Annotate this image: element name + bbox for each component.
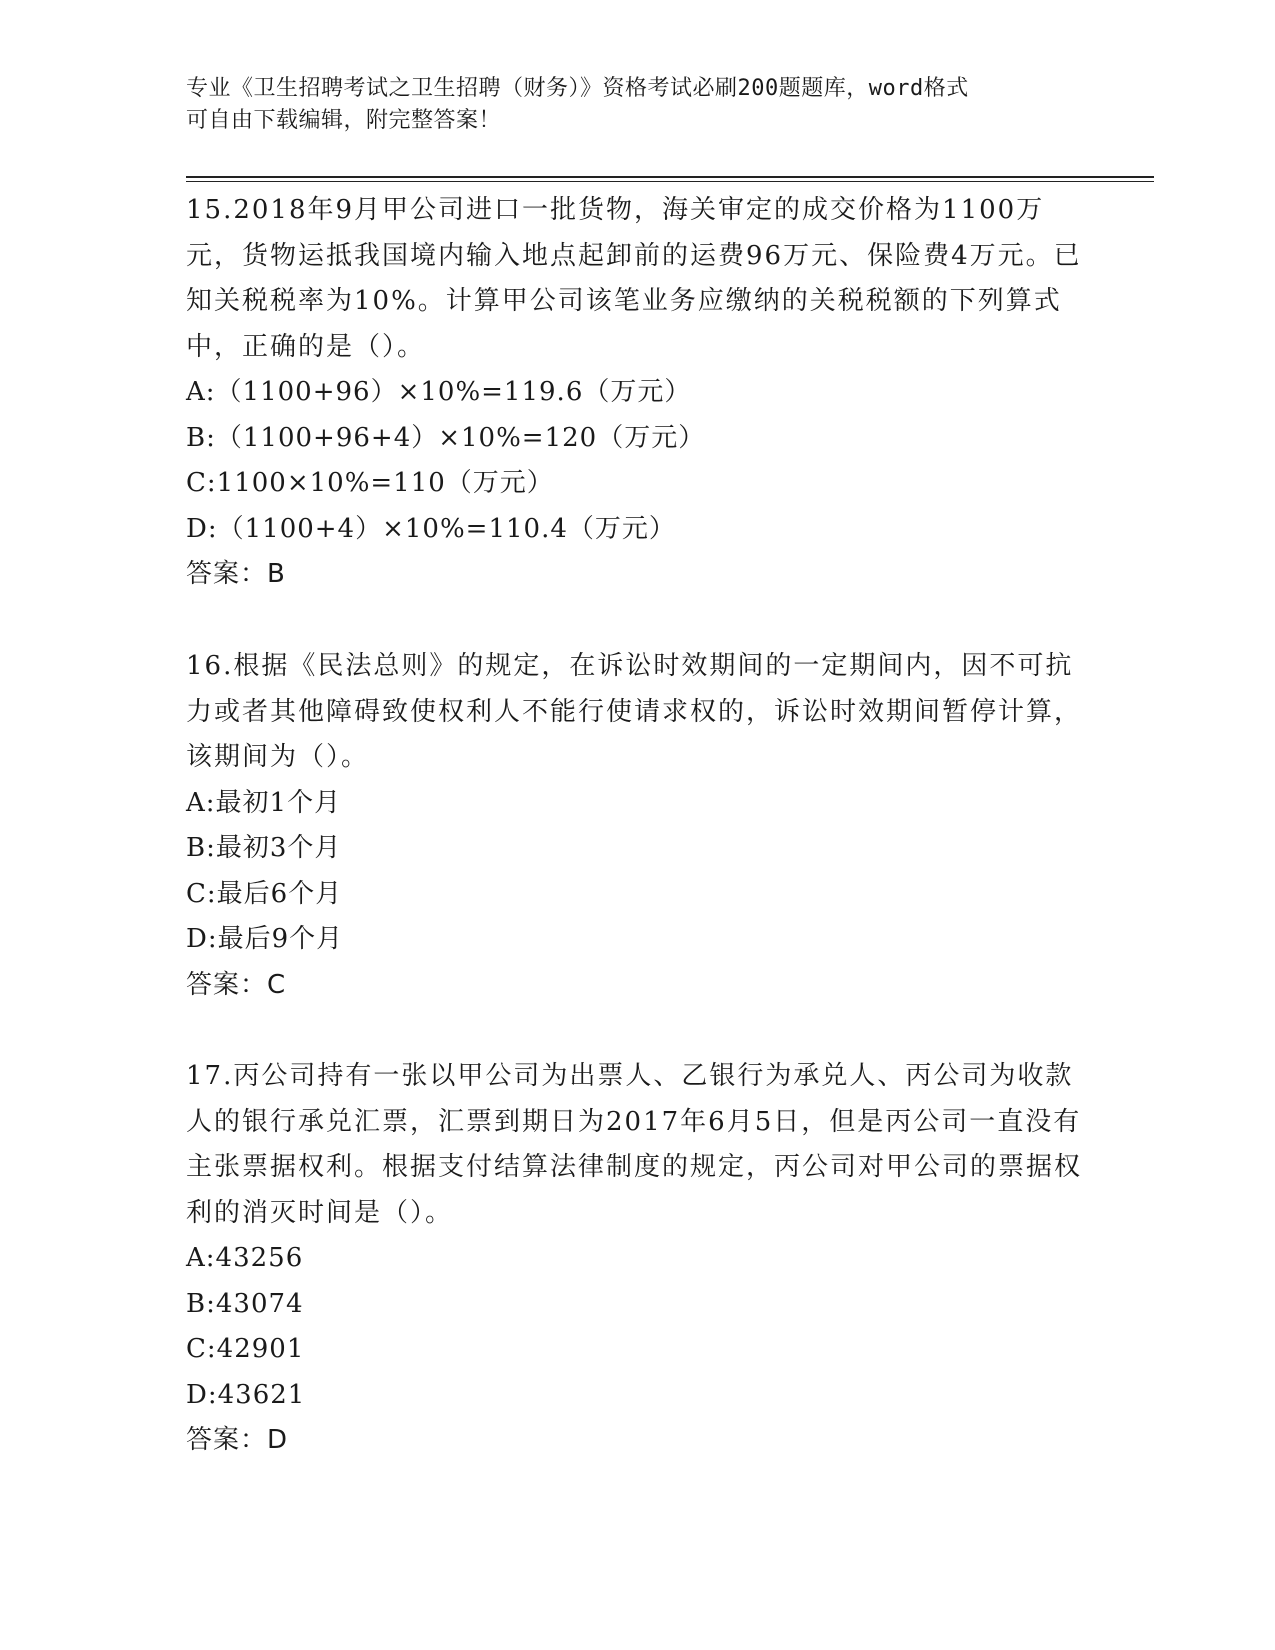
question-stem: 15.2018年9月甲公司进口一批货物，海关审定的成交价格为1100万元，货物运抵我国境内输入地点起卸前的运费96万元、保险费4万元。已知关税税率为10%。计算甲公司该笔业务应缴纳的关税税额的下列算式中，正确的是（）。 xyxy=(186,195,1082,362)
option-c: C:1100×10%=110（万元） xyxy=(186,468,554,498)
option-c: C:最后6个月 xyxy=(186,878,343,909)
option-a: A:最初1个月 xyxy=(186,787,342,818)
header-divider-thin xyxy=(186,181,1154,182)
option-c: C:42901 xyxy=(186,1334,305,1364)
option-b: B:最初3个月 xyxy=(186,833,342,863)
option-a: A:43256 xyxy=(186,1243,304,1273)
option-a: A:（1100+96）×10%=119.6（万元） xyxy=(186,377,692,407)
option-b: B:43074 xyxy=(186,1288,304,1319)
question-stem: 16.根据《民法总则》的规定，在诉讼时效期间的一定期间内，因不可抗力或者其他障碍致使权利人不能行使请求权的，诉讼时效期间暂停计算，该期间为（）。 xyxy=(186,651,1083,772)
question-stem: 17.丙公司持有一张以甲公司为出票人、乙银行为承兑人、丙公司为收款人的银行承兑汇票，汇票到期日为2017年6月5日，但是丙公司一直没有主张票据权利。根据支付结算法律制度的规定，丙公司对甲公司的票据权利的消灭时间是（）。 xyxy=(186,1061,1083,1228)
question-15 xyxy=(186,188,1086,598)
answer: 答案：C xyxy=(186,969,287,1000)
answer: 答案：B xyxy=(186,559,286,589)
question-17 xyxy=(186,1054,1086,1464)
option-d: D:（1100+4）×10%=110.4（万元） xyxy=(186,513,676,544)
header-line-1: 专业《卫生招聘考试之卫生招聘（财务）》资格考试必刷200题题库，word格式 xyxy=(186,76,969,101)
answer: 答案：D xyxy=(186,1425,289,1455)
option-d: D:43621 xyxy=(186,1379,306,1410)
document-header xyxy=(186,73,1066,137)
option-b: B:（1100+96+4）×10%=120（万元） xyxy=(186,422,706,453)
header-divider-thick xyxy=(186,176,1154,178)
question-16 xyxy=(186,644,1086,1008)
option-d: D:最后9个月 xyxy=(186,924,344,954)
header-line-2: 可自由下载编辑，附完整答案！ xyxy=(186,108,502,133)
